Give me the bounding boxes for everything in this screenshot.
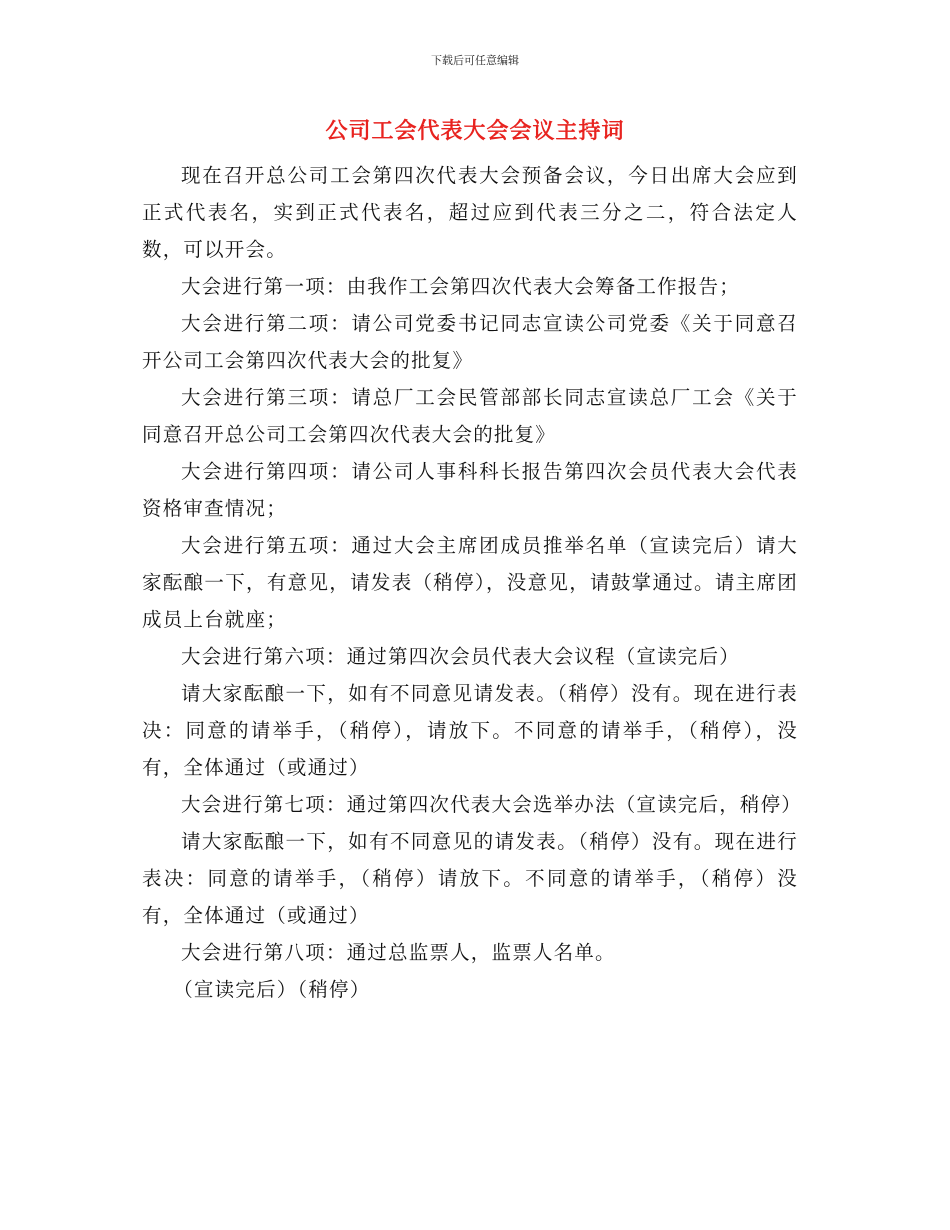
paragraph: 大会进行第六项：通过第四次会员代表大会议程（宣读完后） xyxy=(181,645,740,668)
document-body xyxy=(142,157,803,1008)
paragraph: 请大家酝酿一下，如有不同意见的请发表。（稍停）没有。现在进行表决：同意的请举手，（稍停）请放下。不同意的请举手，（稍停）没有，全体通过（或通过） xyxy=(142,830,798,927)
paragraph: 大会进行第二项：请公司党委书记同志宣读公司党委《关于同意召开公司工会第四次代表大会的批复》 xyxy=(142,312,798,372)
paragraph: 请大家酝酿一下，如有不同意见请发表。（稍停）没有。现在进行表决：同意的请举手，（稍停），请放下。不同意的请举手，（稍停），没有，全体通过（或通过） xyxy=(142,682,798,779)
paragraph: 大会进行第五项：通过大会主席团成员推举名单（宣读完后）请大家酝酿一下，有意见，请发表（稍停），没意见，请鼓掌通过。请主席团成员上台就座； xyxy=(142,534,798,631)
paragraph: 大会进行第三项：请总厂工会民管部部长同志宣读总厂工会《关于同意召开总公司工会第四次代表大会的批复》 xyxy=(142,386,798,446)
paragraph: （宣读完后）（稍停） xyxy=(173,978,371,1001)
paragraph: 大会进行第八项：通过总监票人，监票人名单。 xyxy=(181,941,616,964)
paragraph: 大会进行第四项：请公司人事科科长报告第四次会员代表大会代表资格审查情况； xyxy=(142,460,798,520)
paragraph: 现在召开总公司工会第四次代表大会预备会议，今日出席大会应到正式代表名，实到正式代表名，超过应到代表三分之二，符合法定人数，可以开会。 xyxy=(142,164,798,261)
paragraph: 大会进行第七项：通过第四次代表大会选举办法（宣读完后，稍停） xyxy=(181,793,803,816)
paragraph: 大会进行第一项：由我作工会第四次代表大会筹备工作报告； xyxy=(181,275,740,298)
header-note: 下载后可任意编辑 xyxy=(431,54,519,67)
document-title: 公司工会代表大会会议主持词 xyxy=(325,119,625,144)
